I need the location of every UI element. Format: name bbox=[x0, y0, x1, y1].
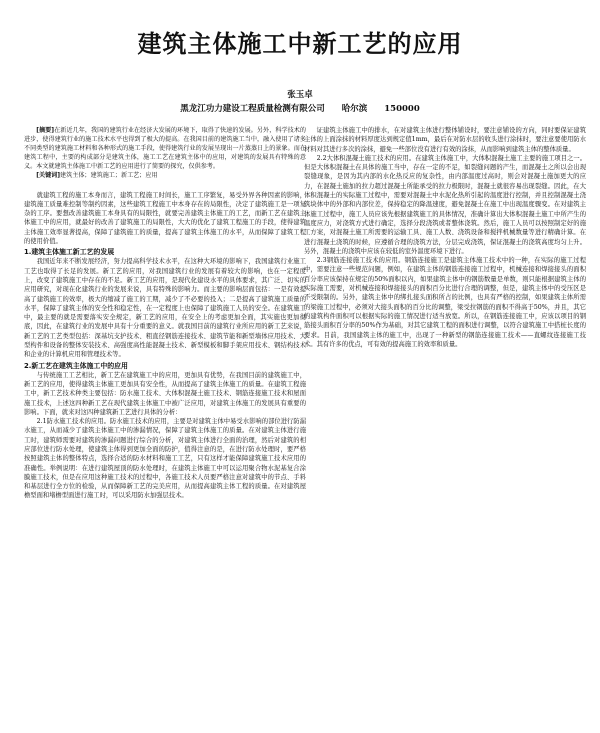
abstract-text: 在新近几年，我国的建筑行业在经济大发展的环境下，取得了快速的发展。另外，科学技术的进步，使得建筑行业的施工技术水平也得到了极大的提高。在我国目前的建筑施工当中，融入使用了诸多不同类型的建筑施工材料和各种形式的施工手段，使得建筑行业的发展呈现出一片蒸蒸日上的景象。而在建筑工程中，主要的构成部分是建筑主体，施工工艺在建筑主体中的应用，对建筑的发展具有特殊的意义。本文就建筑主体施工中新工艺的应用进行了简要的探究，仅供参考。 bbox=[24, 127, 306, 171]
keywords bbox=[24, 171, 306, 180]
body-paragraph: 我国近年来不断发展经济，努力提高科学技术水平，在这种大环境的影响下，我国建筑行业施工工艺也取得了长足的发展。新工艺的应用，对我国建筑行业的发展有着较大的影响，也在一定程度上，改变了建筑施工中存在的不足。新工艺的应用，是现代化建设水平的具体要求，其广泛、切实的应用研究，对现在化建筑行业的发展来说，具有特殊的影响力。而主要的影响层面包括：一是有效提高了建筑施工的效率，极大的缩减了施工的工期，减少了不必要的投入；二是提高了建筑施工质量的水平，保障了建筑主体的安全性和稳定性，在一定程度上也保障了建筑施工人员的安全。在建筑施工中，最主要的就是需要落实安全规定，新工艺的应用，在安全上的考虑更加全面，其实施也更加彻底，因此，在建筑行业的发展中具有十分重要的意义。就我国目前的建筑行业所应用的新工艺来说，新工艺的工艺类型包括：深基坑支护技术、粗直径钢筋连接技术、建筑节能和新型墙体应用技术、大型构件和设备的整体安装技术、高强度高性能混凝土技术、新型模板和脚手架应用技术、钢结构技术和企业的计算机应用和管理技术等。 bbox=[24, 258, 306, 359]
keywords-text: 建筑主体；建筑施工；新工艺；应用 bbox=[60, 172, 158, 180]
section-gap bbox=[24, 181, 306, 191]
body-paragraph: 2.1防水施工技术的应用。防水施工技术的应用，主要是对建筑主体中易受水影响的部位进行防漏水施工，从而减少了建筑主体施工中的渗漏情况，保障了建筑主体施工的质量。在对建筑主体进行施工时，建筑师需要对建筑的渗漏问题进行综合的分析，对建筑主体进行全面的治理，然后对建筑的相应部位进行防水处理，使建筑主体得到更加全面的防护，值得注意的是，在进行防水处理时，要严格按照建筑主体的整体特点，选择合适的防水材料和施工工艺，只有这样才能保障建筑施工技术应用的准确性。举例说明：在进行建筑屋顶的防水处理时，在建筑主体施工中可以运用聚合物水泥基复合涂膜施工技术，但是在应用这种施工技术的过程中，各施工技术人员要严格注意对建筑中的节点、手料和基层进行全方位的检验，从而保障新工艺的完美应用，从而提高建筑主体工程的质量。在对建筑屋檐型面和堵檐型面进行施工时，可以采用防水加强层技术。 bbox=[24, 418, 306, 500]
abstract bbox=[24, 126, 306, 171]
abstract-label: [摘要] bbox=[36, 127, 55, 134]
body-paragraph: 与传统施工工艺相比，新工艺在建筑施工中的应用，更加具有优势，在我国目前的建筑施工中，新工艺的应用，使得建筑主体施工更加具有安全性，从而提高了建筑主体施工的质量。在建筑工程施工中，新工艺技术种类主要包括：防水施工技术、大体积混凝土施工技术、钢筋连接施工技术和屋面施工技术，上述这四种新工艺在现代建筑主体施工中被广泛应用，对建筑主体施工的发展具有重要的影响。下面，就来对这四种建筑新工艺进行具体的分析： bbox=[24, 371, 306, 416]
left-column bbox=[24, 126, 306, 726]
right-column bbox=[304, 126, 586, 726]
keywords-label: [关键词] bbox=[36, 172, 61, 180]
author-affiliation: 黑龙江功力建设工程质量检测有限公司 哈尔滨 150000 bbox=[180, 104, 420, 114]
section-heading-2: 2.新工艺在建筑主体施工中的应用 bbox=[24, 361, 128, 370]
body-paragraph: 2.2大体积混凝土施工技术的应用。在建筑主体施工中，大体积混凝土施工主要的施工项目之一。但是大体积混凝土在具体的施工当中，存在一定的不足，如裂缝问题的产生，而混凝土之所以会出现裂缝现象，是因为其内部的水化热反应的复杂性，由内部温度过高时，则会对混凝土施加更大的应力，在混凝土施加的拉力超过混凝土所能承受的拉力极限时，混凝土就很容易出现裂缝。因此，在大体积混凝土的实际施工过程中，需要对混凝土中水泥化热所引起的温度进行控制，并且控制混凝土浇筑块体中的外部和内部位差，保持稳定的降温速度，避免混凝土在施工中出现温度骤变。在对建筑主体施工过程中，施工人员应该先根据建筑施工的具体情况，准确计算出大体积混凝土施工中所产生的温度应力，对浇筑方式进行确定，选择分段浇筑或者整体浇筑。然后，施工人员可以按照制定好的施工方案，对混凝土施工所需要的运输工具、施工人数、浇筑设备和搅拌机械数量等进行精确计算。在进行混凝土浇筑的时候，应遵循合理的浇筑方法，分层完成浇筑，保证混凝土的浇筑高度均匀上升。另外，混凝土的浇筑中应该在较低的室外温度环境下进行。 bbox=[304, 154, 586, 255]
paper-title: 建筑主体施工中新工艺的应用 bbox=[137, 30, 463, 58]
body-paragraph: 2.3钢筋连接施工技术的应用。钢筋连接施工是建筑主体施工技术中的一种，在实际的施工过程中，需要注意一些规范问题，例如，在建筑主体的钢筋连接施工过程中，机械连接和焊接接头的面积百分率应该保持在规定的50%面积以内，如果建筑主体中的钢筋数量是单数，则只能根据建筑主体的实际施工需要，对机械连接和焊接接头的面积百分比进行合理的调整，但是，建筑主体中的受压区是不受限制的。另外，建筑主体中的绑扎接头面积所占的比例，也具有严格的控制，如果建筑主体所需的梁施工过程中，必须对大接头面积的百分比的调整，梁受拉钢筋的面积不得高于50%，并且，其它的建筑构件面积可以根据实际的施工情况进行适当放宽。所以，在钢筋连接施工中，应该以项目的钢筋接头面积百分率的50%作为基础，对其它建筑工程的面积进行调整，以符合建筑施工中搭桩长度的要求。目前，我国建筑主体的施工中，出现了一种新型的钢筋连接施工技术——直螺纹连接施工技术。其有许多的优点，可有效的提高施工的效率和质量。 bbox=[304, 257, 586, 348]
author-name: 张玉卓 bbox=[287, 90, 313, 100]
section-heading-1: 1.建筑主体施工新工艺的发展 bbox=[24, 248, 115, 257]
intro-paragraph: 就建筑工程的施工本身而言，建筑工程施工时间长，施工工序繁复，易受外界各种因素的影响，建筑施工质量难控制等制约因素，这些建筑工程施工中本身存在的局限性，决定了建筑施工是一项复杂的工序。要想改善建筑施工本身具有的局限性，就要完善建筑主体施工的工艺，而新工艺在建筑主体施工中的应用，就最好的改善了建筑施工的局限性，大大的优化了建筑工程施工的手段，使得建筑主体施工效率显著提高，保障了建筑施工的质量，提高了建筑主体施工的水平，从而保障了建筑工程的使用价值。 bbox=[24, 191, 306, 246]
body-paragraph: 证建筑主体施工中的排水，在对建筑主体进行整体铺设时，要注意铺设的方向，同时要保证建筑主体的上面涂抹的材料厚度达到规定值1mm，最后在对防水层的收头进行涂抹时，要注意要使用防水材料对其进行多次的涂抹，避免一些部位没有进行有效的涂抹，从而影响到建筑主体的整体质量。 bbox=[304, 127, 586, 153]
